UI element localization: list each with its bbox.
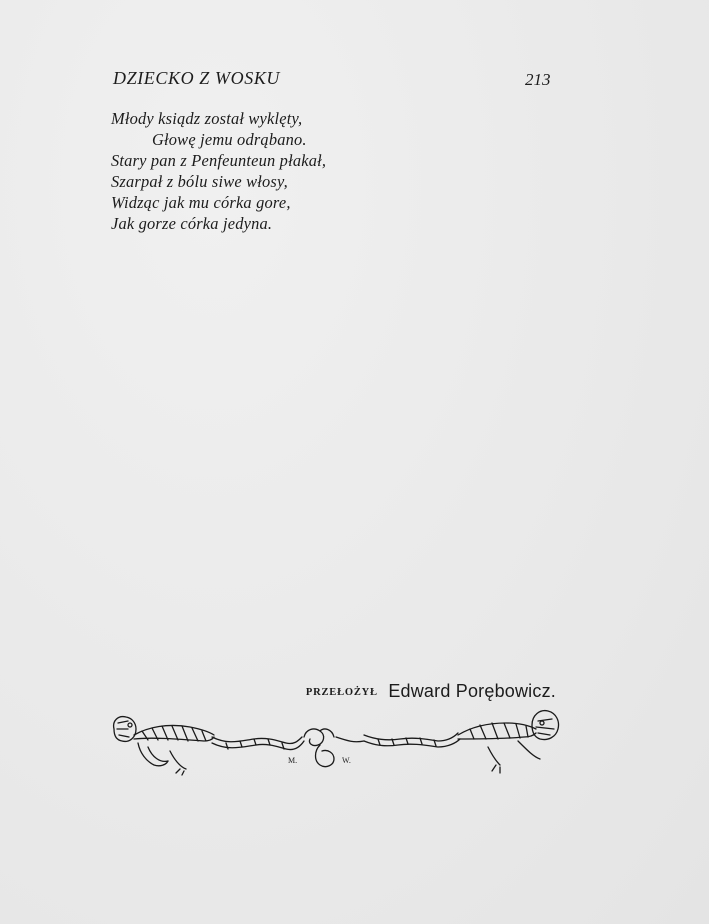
running-title: DZIECKO Z WOSKU	[113, 68, 281, 88]
poem-stanza	[111, 108, 326, 234]
dragon-ornament-icon	[108, 707, 560, 777]
translator-name: Edward Porębowicz.	[388, 681, 556, 701]
translator-credit	[306, 681, 556, 702]
poem-line: Jak gorze córka jedyna.	[111, 214, 273, 233]
poem-line: Szarpał z bólu siwe włosy,	[111, 172, 288, 191]
page-number: 213	[525, 70, 551, 89]
poem-line: Głowę jemu odrąbano.	[152, 130, 307, 149]
poem-line: Stary pan z Penfeunteun płakał,	[111, 151, 327, 170]
poem-line: Młody ksiądz został wyklęty,	[111, 109, 303, 128]
translator-label: PRZEŁOŻYŁ	[305, 687, 378, 698]
ornament-initial-left: M.	[288, 756, 298, 765]
poem-line: Widząc jak mu córka gore,	[111, 193, 291, 212]
ornament-initial-right: W.	[342, 756, 351, 765]
